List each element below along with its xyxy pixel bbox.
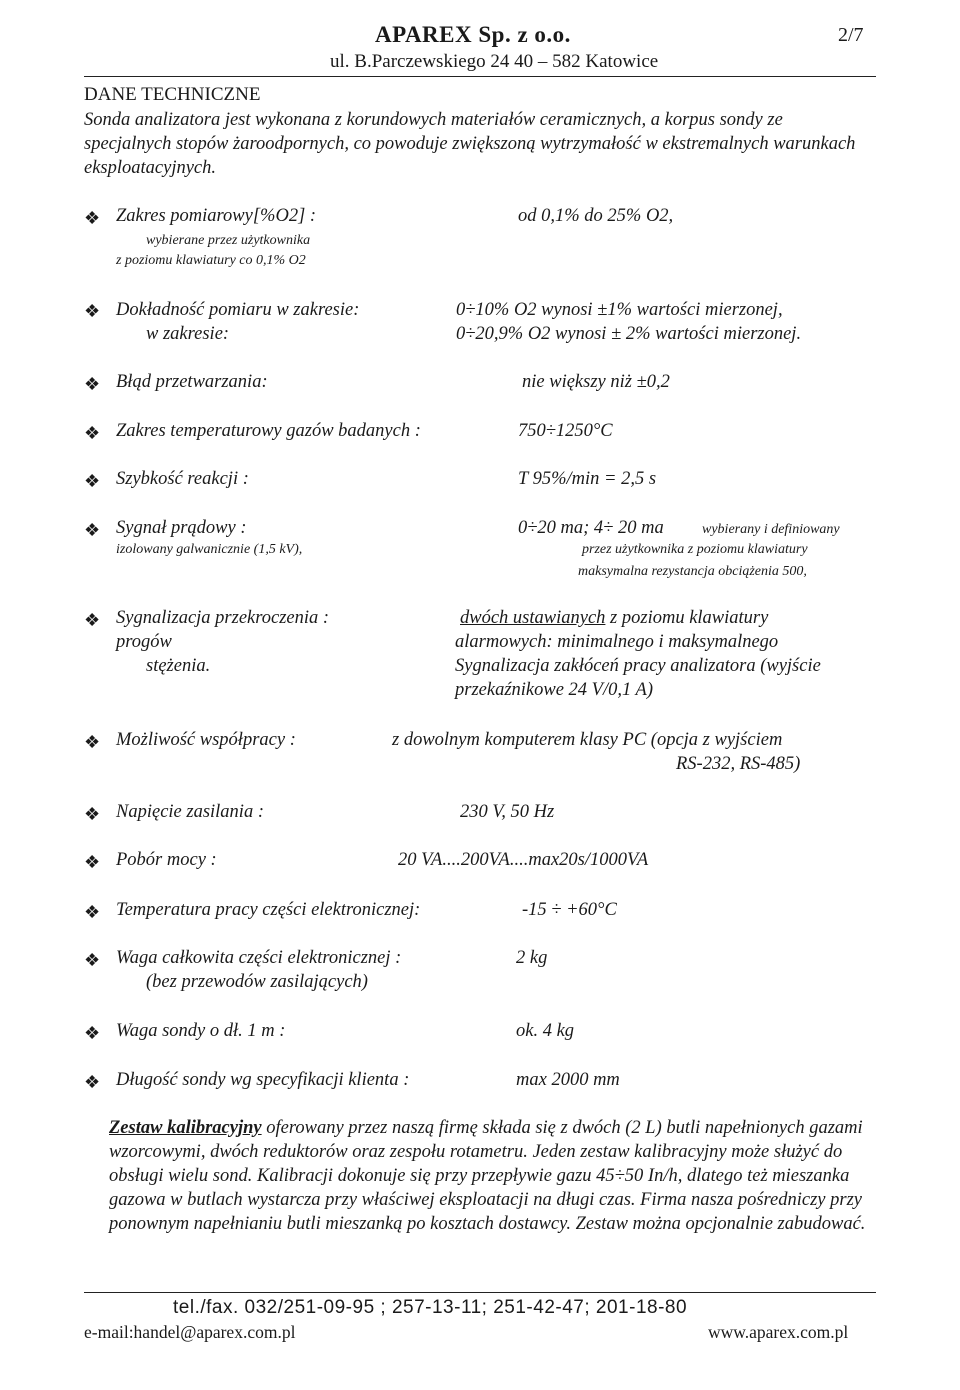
- four-diamond-bullet-icon: ❖: [84, 1072, 101, 1092]
- footer-phone: tel./fax. 032/251-09-95 ; 257-13-11; 251-42-47; 201-18-80: [173, 1297, 688, 1318]
- four-diamond-bullet-icon: ❖: [84, 804, 101, 824]
- page-number: 2/7: [838, 24, 864, 46]
- alarm-value: [460, 608, 768, 629]
- section-title: DANE TECHNICZNE: [84, 84, 261, 105]
- weight-note: (bez przewodów zasilających): [146, 972, 368, 992]
- four-diamond-bullet-icon: ❖: [84, 520, 101, 540]
- four-diamond-bullet-icon: ❖: [84, 902, 101, 922]
- signal-note: przez użytkownika z poziomu klawiatury: [582, 542, 808, 557]
- accuracy-label: w zakresie:: [146, 324, 230, 344]
- coop-value: RS-232, RS-485): [676, 754, 801, 774]
- optemp-value: -15 ÷ +60°C: [522, 900, 617, 920]
- four-diamond-bullet-icon: ❖: [84, 1023, 101, 1043]
- power-label: Pobór mocy :: [116, 850, 217, 870]
- alarm-value-rest: z poziomu klawiatury: [605, 608, 769, 628]
- error-label: Błąd przetwarzania:: [116, 372, 268, 392]
- speed-label: Szybkość reakcji :: [116, 469, 249, 489]
- probe-weight-value: ok. 4 kg: [516, 1021, 575, 1041]
- length-label: Długość sondy wg specyfikacji klienta :: [116, 1070, 410, 1090]
- four-diamond-bullet-icon: ❖: [84, 732, 101, 752]
- four-diamond-bullet-icon: ❖: [84, 208, 101, 228]
- speed-value: T 95%/min = 2,5 s: [518, 469, 657, 489]
- company-address: ul. B.Parczewskiego 24 40 – 582 Katowice: [330, 51, 659, 72]
- four-diamond-bullet-icon: ❖: [84, 471, 101, 491]
- voltage-value: 230 V, 50 Hz: [460, 802, 555, 822]
- alarm-label: progów: [116, 632, 172, 652]
- accuracy-label: Dokładność pomiaru w zakresie:: [116, 300, 360, 320]
- coop-label: Możliwość współpracy :: [116, 730, 296, 750]
- voltage-label: Napięcie zasilania :: [116, 802, 264, 822]
- alarm-value: Sygnalizacja zakłóceń pracy analizatora (wyjście: [455, 656, 821, 676]
- alarm-label: Sygnalizacja przekroczenia :: [116, 608, 330, 628]
- alarm-value: przekaźnikowe 24 V/0,1 A): [455, 680, 653, 700]
- range-label: Zakres pomiarowy[%O2] :: [116, 206, 317, 226]
- footer-website[interactable]: www.aparex.com.pl: [708, 1322, 849, 1342]
- calibration-text: oferowany przez naszą firmę składa się z dwóch (2 L) butli napełnionych gazami wzorcowymi, dwóch reduktorów oraz zespołu rotametru. Jeden zestaw kalibracyjny może służyć do obsługi wielu sond. Kalibracji dokonuje się przy przepływie gazu 45÷50 In/h, dlatego też mieszanka gazowa w butlach wystarcza przy właściwej eksploatacji na długi czas. Firma nasza pośredniczy przy ponownym napełnianiu butli mieszanką po kosztach dostawcy. Zestaw można opcjonalnie zabudować.: [109, 1118, 866, 1234]
- alarm-value: alarmowych: minimalnego i maksymalnego: [455, 632, 779, 652]
- probe-weight-label: Waga sondy o dł. 1 m :: [116, 1021, 286, 1041]
- accuracy-value: 0÷20,9% O2 wynosi ± 2% wartości mierzonej.: [456, 324, 802, 344]
- length-value: max 2000 mm: [516, 1070, 620, 1090]
- range-note: wybierane przez użytkownika: [146, 233, 311, 248]
- intro-paragraph: Sonda analizatora jest wykonana z korundowych materiałów ceramicznych, a korpus sondy ze specjalnych stopów żaroodpornych, co powoduje zwiększoną wytrzymałość w ekstremalnych warunkach eksploatacyjnych.: [84, 110, 856, 178]
- signal-label: Sygnał prądowy :: [116, 518, 247, 538]
- calibration-paragraph: [109, 1116, 879, 1236]
- signal-note: izolowany galwanicznie (1,5 kV),: [116, 542, 303, 557]
- four-diamond-bullet-icon: ❖: [84, 423, 101, 443]
- four-diamond-bullet-icon: ❖: [84, 852, 101, 872]
- accuracy-value: 0÷10% O2 wynosi ±1% wartości mierzonej,: [456, 300, 783, 320]
- signal-note: maksymalna rezystancja obciążenia 500,: [578, 564, 807, 579]
- signal-note: wybierany i definiowany: [702, 522, 840, 537]
- weight-label: Waga całkowita części elektronicznej :: [116, 948, 402, 968]
- power-value: 20 VA....200VA....max20s/1000VA: [398, 850, 649, 870]
- alarm-value-underlined: dwóch ustawianych: [460, 608, 606, 628]
- four-diamond-bullet-icon: ❖: [84, 374, 101, 394]
- temp-label: Zakres temperaturowy gazów badanych :: [116, 421, 421, 441]
- header-divider: [84, 76, 876, 77]
- four-diamond-bullet-icon: ❖: [84, 301, 101, 321]
- calibration-kit-heading: Zestaw kalibracyjny: [109, 1118, 262, 1138]
- alarm-label: stężenia.: [146, 656, 211, 676]
- company-name: APAREX Sp. z o.o.: [375, 22, 571, 47]
- signal-value: 0÷20 ma; 4÷ 20 ma: [518, 518, 664, 538]
- range-value: od 0,1% do 25% O2,: [518, 206, 674, 226]
- footer-email[interactable]: e-mail:handel@aparex.com.pl: [84, 1322, 296, 1342]
- optemp-label: Temperatura pracy części elektronicznej:: [116, 900, 421, 920]
- footer-divider: [84, 1292, 876, 1293]
- range-note: z poziomu klawiatury co 0,1% O2: [116, 253, 306, 268]
- four-diamond-bullet-icon: ❖: [84, 950, 101, 970]
- error-value: nie większy niż ±0,2: [522, 372, 670, 392]
- coop-value: z dowolnym komputerem klasy PC (opcja z wyjściem: [392, 730, 783, 750]
- weight-value: 2 kg: [516, 948, 548, 968]
- temp-value: 750÷1250°C: [518, 421, 613, 441]
- four-diamond-bullet-icon: ❖: [84, 610, 101, 630]
